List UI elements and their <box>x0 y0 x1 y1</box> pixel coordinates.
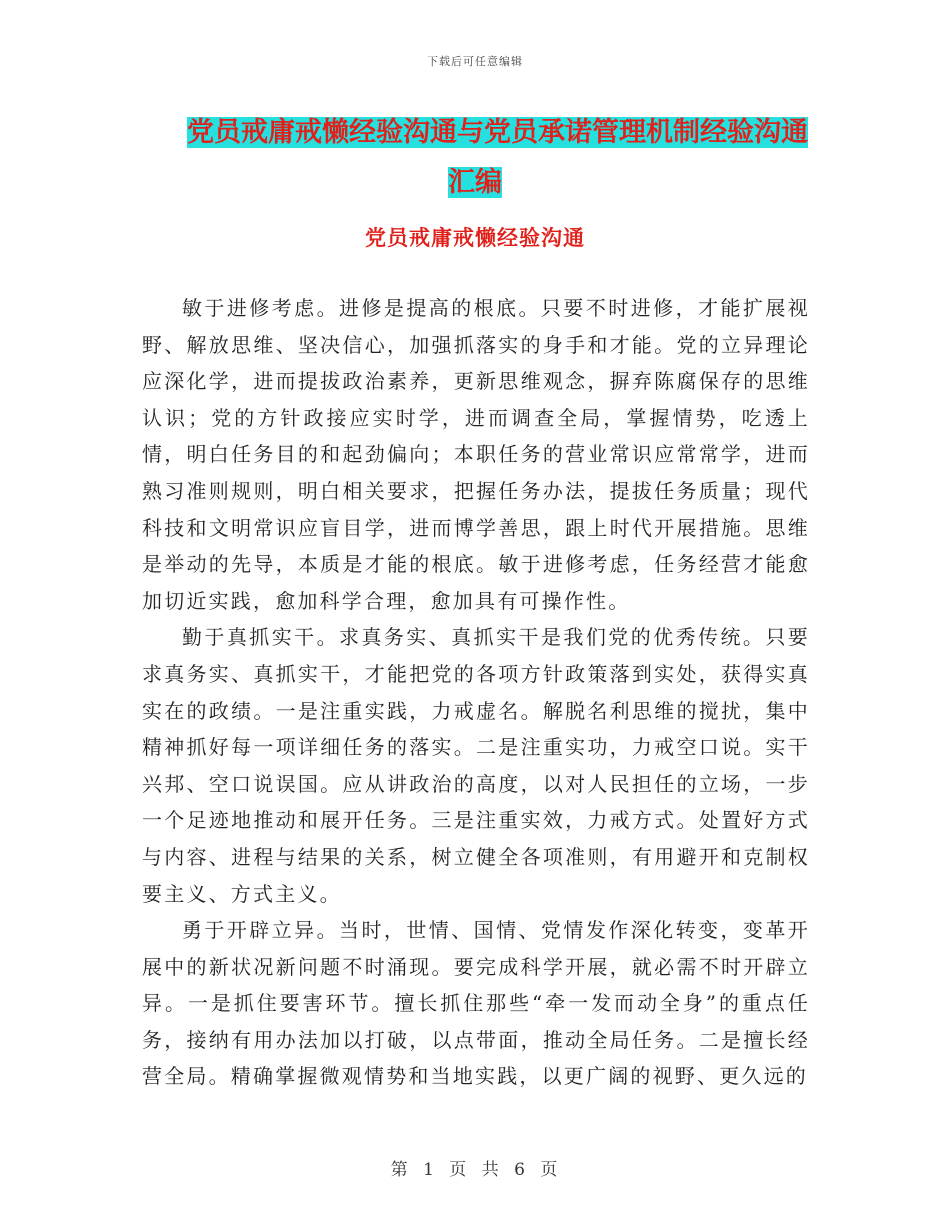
paragraph: 勤于真抓实干。求真务实、真抓实干是我们党的优秀传统。只要求真务实、真抓实干，才能把党的各项方针政策落到实处，获得实真实在的政绩。一是注重实践，力戒虚名。解脱名利思维的搅扰，集中精神抓好每一项详细任务的落实。二是注重实功，力戒空口说。实干兴邦、空口说误国。应从讲政治的高度，以对人民担任的立场，一步一个足迹地推动和展开任务。三是注重实效，力戒方式。处置好方式与内容、进程与结果的关系，树立健全各项准则，有用避开和克制权要主义、方式主义。 <box>142 625 810 906</box>
document-title-line1: 党员戒庸戒懒经验沟通与党员承诺管理机制经验沟通 <box>187 117 808 148</box>
header-note: 下载后可任意编辑 <box>427 55 523 68</box>
document-body <box>142 290 810 1095</box>
document-title <box>140 108 810 208</box>
page-footer: 第 1 页 共 6 页 <box>390 1160 560 1180</box>
document-title-line2: 汇编 <box>448 167 502 198</box>
section-title: 党员戒庸戒懒经验沟通 <box>365 225 585 250</box>
paragraph: 勇于开辟立异。当时，世情、国情、党情发作深化转变，变革开展中的新状况新问题不时涌现。要完成科学开展，就必需不时开辟立异。一是抓住要害环节。擅长抓住那些“牵一发而动全身”的重点任务，接纳有用办法加以打破，以点带面，推动全局任务。二是擅长经营全局。精确掌握微观情势和当地实践，以更广阔的视野、更久远的 <box>142 918 810 1089</box>
paragraph: 敏于进修考虑。进修是提高的根底。只要不时进修，才能扩展视野、解放思维、坚决信心，加强抓落实的身手和才能。党的立异理论应深化学，进而提拔政治素养，更新思维观念，摒弃陈腐保存的思维认识；党的方针政接应实时学，进而调查全局，掌握情势，吃透上情，明白任务目的和起劲偏向；本职任务的营业常识应常常学，进而熟习准则规则，明白相关要求，把握任务办法，提拔任务质量；现代科技和文明常识应盲目学，进而博学善思，跟上时代开展措施。思维是举动的先导，本质是才能的根底。敏于进修考虑，任务经营才能愈加切近实践，愈加科学合理，愈加具有可操作性。 <box>142 296 810 613</box>
